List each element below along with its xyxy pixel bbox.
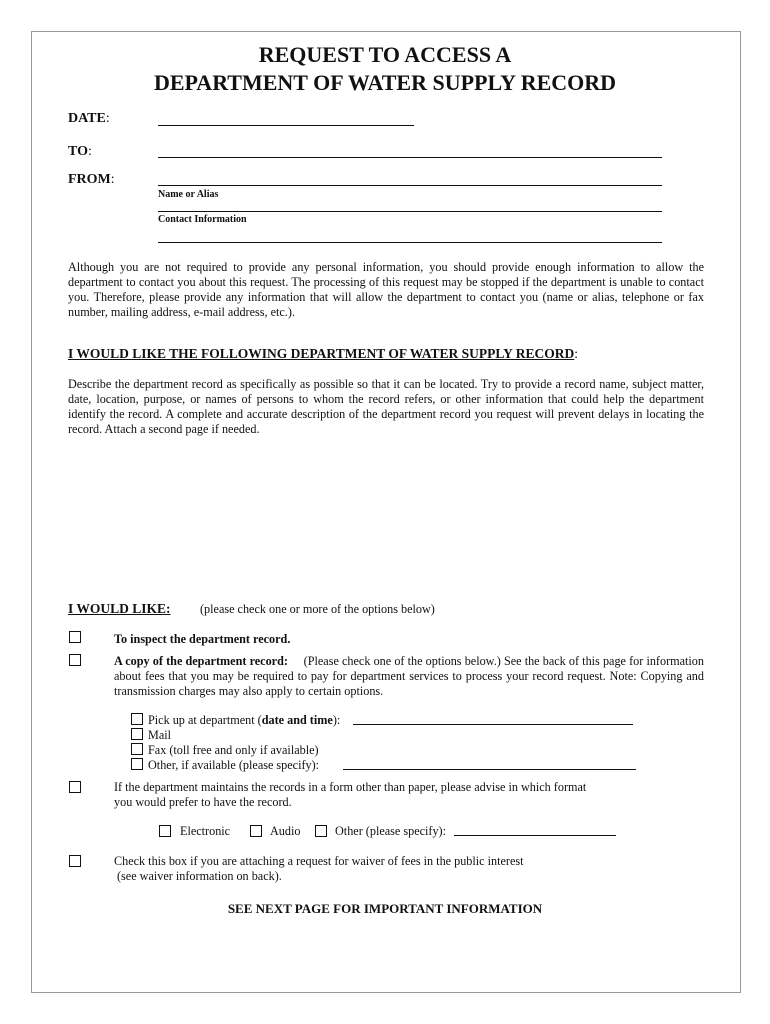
pickup-label: Pick up at department (date and time): xyxy=(148,713,341,727)
to-label: TO: xyxy=(68,144,92,159)
other-delivery-label: Other, if available (please specify): xyxy=(148,758,320,772)
contact-info-field[interactable] xyxy=(158,211,662,212)
format-text-line-1: If the department maintains the records in a form other than paper, please advise in which format xyxy=(114,780,587,794)
copy-label: A copy of the department record: xyxy=(114,654,288,668)
from-label: FROM: xyxy=(68,172,115,187)
other-delivery-field[interactable] xyxy=(343,769,636,770)
copy-checkbox[interactable] xyxy=(69,654,81,666)
form-title-line-2: DEPARTMENT OF WATER SUPPLY RECORD xyxy=(153,70,617,95)
mail-label: Mail xyxy=(148,728,172,742)
fax-checkbox[interactable] xyxy=(131,743,143,755)
waiver-text-line-2: (see waiver information on back). xyxy=(117,869,282,883)
copy-description: A copy of the department record: (Please check one of the options below.) See the back of this page for information about fees that you may be required to pay for department services to process your record request. Note: Copying and transmission charges may also apply to certain options. xyxy=(114,654,704,698)
name-alias-field[interactable] xyxy=(158,185,662,186)
form-title-line-1: REQUEST TO ACCESS A xyxy=(258,42,512,67)
record-section-heading: I WOULD LIKE THE FOLLOWING DEPARTMENT OF WATER SUPPLY RECORD: xyxy=(68,346,579,361)
privacy-paragraph: Although you are not required to provide any personal information, you should provide enough information to allow the department to contact you about this request. The processing of this request may be stopped if the department is unable to contact you. Therefore, please provide any information that will allow the department to contact you (name or alias, telephone or fax number, mailing address, e-mail address, etc.). xyxy=(68,260,704,319)
record-description-instructions: Describe the department record as specifically as possible so that it can be located. Try to provide a record name, subject matter, date, location, purpose, or names of persons to whom the record refers, or other information that could help the department identify the record. A complete and accurate description of the department record you request will prevent delays in locating the record. Attach a second page if needed. xyxy=(68,377,704,436)
other-format-option-checkbox[interactable] xyxy=(315,825,327,837)
name-alias-caption: Name or Alias xyxy=(158,189,219,200)
waiver-checkbox[interactable] xyxy=(69,855,81,867)
date-field[interactable] xyxy=(158,125,414,126)
contact-info-field-2[interactable] xyxy=(158,242,662,243)
audio-label: Audio xyxy=(270,824,301,838)
other-format-checkbox[interactable] xyxy=(69,781,81,793)
format-text-line-2: you would prefer to have the record. xyxy=(114,795,292,809)
other-format-label: Other (please specify): xyxy=(335,824,446,838)
contact-info-caption: Contact Information xyxy=(158,214,247,225)
other-format-field[interactable] xyxy=(454,835,616,836)
pickup-date-time-field[interactable] xyxy=(353,724,633,725)
fax-label: Fax (toll free and only if available) xyxy=(148,743,319,757)
other-delivery-checkbox[interactable] xyxy=(131,758,143,770)
inspect-label: To inspect the department record. xyxy=(114,632,291,646)
options-heading: I WOULD LIKE: xyxy=(68,601,171,616)
pickup-checkbox[interactable] xyxy=(131,713,143,725)
next-page-note: SEE NEXT PAGE FOR IMPORTANT INFORMATION xyxy=(227,901,543,916)
mail-checkbox[interactable] xyxy=(131,728,143,740)
record-description-area[interactable] xyxy=(68,440,704,590)
waiver-text-line-1: Check this box if you are attaching a request for waiver of fees in the public interest xyxy=(114,854,524,868)
inspect-checkbox[interactable] xyxy=(69,631,81,643)
date-label: DATE: xyxy=(68,111,110,126)
electronic-checkbox[interactable] xyxy=(159,825,171,837)
to-field[interactable] xyxy=(158,157,662,158)
audio-checkbox[interactable] xyxy=(250,825,262,837)
electronic-label: Electronic xyxy=(180,824,231,838)
options-note: (please check one or more of the options below) xyxy=(200,602,435,616)
